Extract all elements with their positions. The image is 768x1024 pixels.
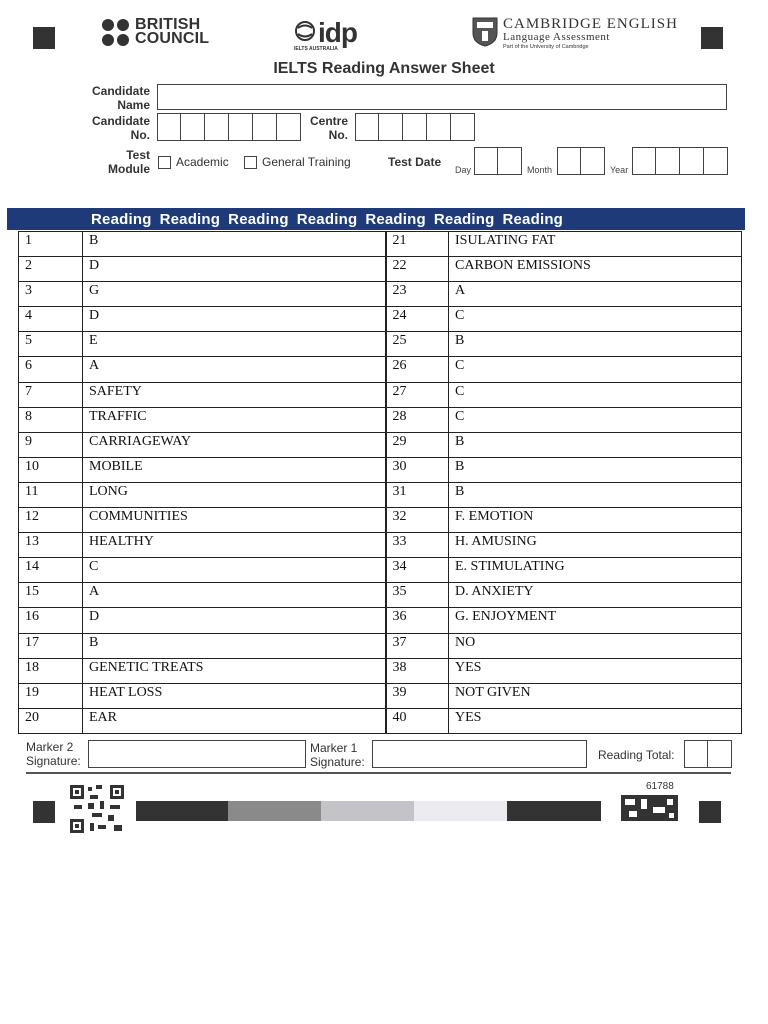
answer-cell: C xyxy=(449,307,742,332)
test-module-label: Test Module xyxy=(108,148,150,176)
question-number-cell: 22 xyxy=(386,257,449,282)
academic-checkbox[interactable] xyxy=(158,156,171,169)
table-row xyxy=(19,683,742,708)
answer-cell: A xyxy=(83,357,386,382)
answer-cell: EAR xyxy=(83,708,386,733)
question-number-cell: 32 xyxy=(386,508,449,533)
answer-cell: TRAFFIC xyxy=(83,407,386,432)
banner-word: Reading xyxy=(296,210,358,228)
answer-cell: YES xyxy=(449,658,742,683)
answer-cell: B xyxy=(449,482,742,507)
question-number-cell: 38 xyxy=(386,658,449,683)
answer-cell: D xyxy=(83,307,386,332)
answer-cell: B xyxy=(83,232,386,257)
marker1-signature-field[interactable] xyxy=(372,740,587,768)
question-number-cell: 18 xyxy=(19,658,83,683)
answer-cell: G xyxy=(83,282,386,307)
answer-cell: YES xyxy=(449,708,742,733)
question-number-cell: 37 xyxy=(386,633,449,658)
question-number-cell: 17 xyxy=(19,633,83,658)
question-number-cell: 19 xyxy=(19,683,83,708)
table-row xyxy=(19,583,742,608)
answer-cell: NOT GIVEN xyxy=(449,683,742,708)
question-number-cell: 40 xyxy=(386,708,449,733)
answer-cell: C xyxy=(449,357,742,382)
table-row xyxy=(19,658,742,683)
question-number-cell: 34 xyxy=(386,558,449,583)
answer-cell: MOBILE xyxy=(83,457,386,482)
centre-no-label: Centre No. xyxy=(309,114,348,142)
year-label: Year xyxy=(610,165,629,175)
registration-mark-bottom-right xyxy=(699,801,721,823)
table-row xyxy=(19,708,742,733)
answer-cell: E xyxy=(83,332,386,357)
marker2-signature-field[interactable] xyxy=(88,740,306,768)
candidate-no-field[interactable] xyxy=(157,113,301,141)
question-number-cell: 39 xyxy=(386,683,449,708)
idp-subtitle: IELTS AUSTRALIA xyxy=(294,46,338,52)
question-number-cell: 8 xyxy=(19,407,83,432)
question-number-cell: 36 xyxy=(386,608,449,633)
question-number-cell: 35 xyxy=(386,583,449,608)
answer-cell: B xyxy=(449,332,742,357)
question-number-cell: 16 xyxy=(19,608,83,633)
academic-label: Academic xyxy=(176,155,229,169)
month-field[interactable] xyxy=(557,147,605,175)
question-number-cell: 33 xyxy=(386,533,449,558)
question-number-cell: 28 xyxy=(386,407,449,432)
registration-mark-top-right xyxy=(701,27,723,49)
calibration-strip-pale xyxy=(414,801,507,821)
cambridge-subtitle: Language Assessment xyxy=(503,31,610,43)
registration-mark-top-left xyxy=(33,27,55,49)
answer-cell: B xyxy=(83,633,386,658)
british-council-logo xyxy=(102,18,209,46)
question-number-cell: 12 xyxy=(19,508,83,533)
question-number-cell: 11 xyxy=(19,482,83,507)
registration-mark-bottom-left xyxy=(33,801,55,823)
table-row xyxy=(19,232,742,257)
centre-no-field[interactable] xyxy=(355,113,475,141)
table-row xyxy=(19,257,742,282)
question-number-cell: 26 xyxy=(386,357,449,382)
candidate-no-label: Candidate No. xyxy=(91,114,150,142)
year-field[interactable] xyxy=(632,147,728,175)
question-number-cell: 30 xyxy=(386,457,449,482)
question-number-cell: 27 xyxy=(386,382,449,407)
question-number-cell: 14 xyxy=(19,558,83,583)
table-row xyxy=(19,307,742,332)
banner-word: Reading xyxy=(365,210,426,228)
answer-cell: H. AMUSING xyxy=(449,533,742,558)
sheet-title: IELTS Reading Answer Sheet xyxy=(273,60,495,77)
question-number-cell: 24 xyxy=(386,307,449,332)
answer-cell: G. ENJOYMENT xyxy=(449,608,742,633)
answer-cell: D. ANXIETY xyxy=(449,583,742,608)
table-row xyxy=(19,432,742,457)
reading-banner xyxy=(7,208,745,230)
answer-cell: COMMUNITIES xyxy=(83,508,386,533)
question-number-cell: 7 xyxy=(19,382,83,407)
day-field[interactable] xyxy=(474,147,522,175)
answer-cell: B xyxy=(449,432,742,457)
marker1-label: Marker 1 Signature: xyxy=(310,741,365,769)
answer-cell: NO xyxy=(449,633,742,658)
question-number-cell: 9 xyxy=(19,432,83,457)
general-training-option[interactable] xyxy=(244,155,351,169)
cambridge-title: CAMBRIDGE ENGLISH xyxy=(503,16,678,32)
table-row xyxy=(19,508,742,533)
answer-cell: A xyxy=(83,583,386,608)
banner-word: Reading xyxy=(433,210,495,228)
answer-cell: LONG xyxy=(83,482,386,507)
calibration-strip-light xyxy=(321,801,414,821)
footer-rule xyxy=(26,772,731,774)
table-row xyxy=(19,282,742,307)
table-row xyxy=(19,332,742,357)
test-date-label: Test Date xyxy=(388,155,442,169)
cambridge-english-logo xyxy=(472,17,678,51)
table-row xyxy=(19,407,742,432)
question-number-cell: 1 xyxy=(19,232,83,257)
calibration-strip-mid xyxy=(228,801,321,821)
calibration-strip-dark-2 xyxy=(507,801,601,821)
question-number-cell: 29 xyxy=(386,432,449,457)
bc-line-1: BRITISH xyxy=(135,16,201,33)
answer-cell: HEAT LOSS xyxy=(83,683,386,708)
reading-total-field[interactable] xyxy=(684,740,732,768)
cambridge-tagline: Part of the University of Cambridge xyxy=(503,44,589,50)
cambridge-shield-icon xyxy=(472,17,498,47)
month-label: Month xyxy=(527,165,553,175)
answer-cell: B xyxy=(449,457,742,482)
answer-cell: HEALTHY xyxy=(83,533,386,558)
reading-total-label: Reading Total: xyxy=(598,748,675,762)
answer-table xyxy=(18,231,742,734)
banner-word: Reading xyxy=(91,210,152,228)
answer-cell: F. EMOTION xyxy=(449,508,742,533)
british-council-dots-icon xyxy=(102,19,129,46)
idp-logo xyxy=(294,17,357,52)
answer-cell: D xyxy=(83,257,386,282)
banner-word: Reading xyxy=(502,210,564,228)
question-number-cell: 13 xyxy=(19,533,83,558)
table-row xyxy=(19,533,742,558)
answer-cell: CARRIAGEWAY xyxy=(83,432,386,457)
candidate-name-field[interactable] xyxy=(157,84,727,110)
table-row xyxy=(19,382,742,407)
qr-code-icon xyxy=(70,785,124,833)
question-number-cell: 5 xyxy=(19,332,83,357)
answer-cell: C xyxy=(449,382,742,407)
idp-globe-icon xyxy=(294,20,316,42)
question-number-cell: 15 xyxy=(19,583,83,608)
table-row xyxy=(19,608,742,633)
table-row xyxy=(19,558,742,583)
question-number-cell: 6 xyxy=(19,357,83,382)
question-number-cell: 20 xyxy=(19,708,83,733)
question-number-cell: 2 xyxy=(19,257,83,282)
academic-option[interactable] xyxy=(158,155,229,169)
question-number-cell: 4 xyxy=(19,307,83,332)
answer-cell: D xyxy=(83,608,386,633)
table-row xyxy=(19,482,742,507)
idp-wordmark: idp xyxy=(318,17,357,48)
bc-line-2: COUNCIL xyxy=(135,30,210,47)
answer-cell: A xyxy=(449,282,742,307)
question-number-cell: 10 xyxy=(19,457,83,482)
candidate-name-label: Candidate Name xyxy=(91,84,150,112)
table-row xyxy=(19,357,742,382)
calibration-strip-dark xyxy=(136,801,228,821)
question-number-cell: 3 xyxy=(19,282,83,307)
day-label: Day xyxy=(455,165,472,175)
table-row xyxy=(19,633,742,658)
answer-cell: C xyxy=(83,558,386,583)
general-training-label: General Training xyxy=(262,155,351,169)
answer-cell: CARBON EMISSIONS xyxy=(449,257,742,282)
answer-cell: SAFETY xyxy=(83,382,386,407)
banner-word: Reading xyxy=(228,210,289,228)
banner-word: Reading xyxy=(159,210,221,228)
question-number-cell: 31 xyxy=(386,482,449,507)
answer-cell: ISULATING FAT xyxy=(449,232,742,257)
general-training-checkbox[interactable] xyxy=(244,156,257,169)
question-number-cell: 21 xyxy=(386,232,449,257)
question-number-cell: 25 xyxy=(386,332,449,357)
answer-cell: C xyxy=(449,407,742,432)
marker2-label: Marker 2 Signature: xyxy=(26,740,81,768)
question-number-cell: 23 xyxy=(386,282,449,307)
answer-cell: GENETIC TREATS xyxy=(83,658,386,683)
barcode-block-icon xyxy=(621,795,678,821)
table-row xyxy=(19,457,742,482)
answer-cell: E. STIMULATING xyxy=(449,558,742,583)
form-code: 61788 xyxy=(646,781,674,792)
